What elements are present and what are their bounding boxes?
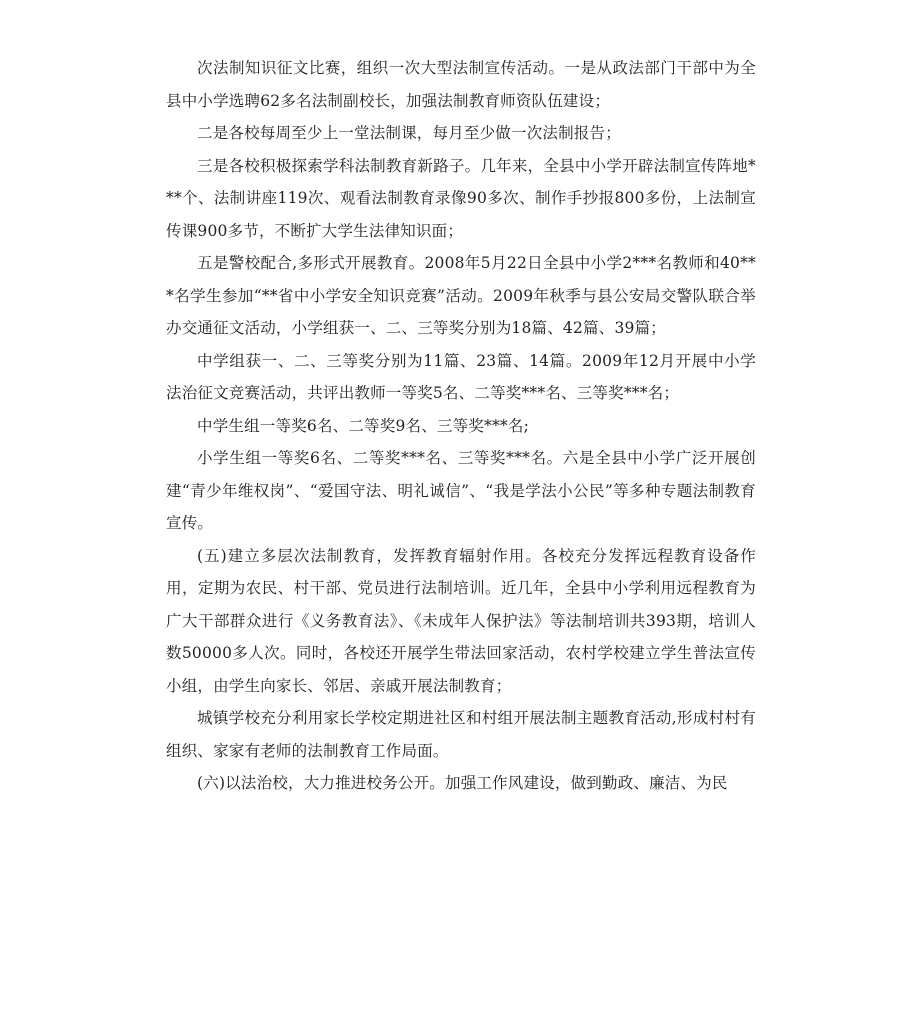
paragraph-4: 五是警校配合,多形式开展教育。2008年5月22日全县中小学2***名教师和40***名学生参加“**省中小学安全知识竞赛”活动。2009年秋季与县公安局交警队联合举办交通征文活动，小学组获一、二、三等奖分别为18篇、42篇、39篇； — [166, 254, 756, 337]
paragraph-2: 二是各校每周至少上一堂法制课，每月至少做一次法制报告； — [197, 124, 621, 142]
paragraph-10: (六)以法治校，大力推进校务公开。加强工作风建设，做到勤政、廉洁、为民 — [197, 774, 728, 792]
paragraph-3: 三是各校积极探索学科法制教育新路子。几年来，全县中小学开辟法制宣传阵地***个、法制讲座119次、观看法制教育录像90多次、制作手抄报800多份，上法制宣传课900多节，不断扩大学生法律知识面； — [166, 156, 756, 240]
paragraph-9: 城镇学校充分利用家长学校定期进社区和村组开展法制主题教育活动,形成村村有组织、家家有老师的法制教育工作局面。 — [166, 709, 756, 760]
paragraph-6: 中学生组一等奖6名、二等奖9名、三等奖***名; — [197, 416, 529, 435]
paragraph-1: 次法制知识征文比赛，组织一次大型法制宣传活动。一是从政法部门干部中为全县中小学选聘62多名法制副校长，加强法制教育师资队伍建设； — [166, 59, 756, 110]
paragraph-5: 中学组获一、二、三等奖分别为11篇、23篇、14篇。2009年12月开展中小学法治征文竞赛活动，共评出教师一等奖5名、二等奖***名、三等奖***名； — [166, 351, 756, 402]
paragraph-8: (五)建立多层次法制教育，发挥教育辐射作用。各校充分发挥远程教育设备作用，定期为农民、村干部、党员进行法制培训。近几年，全县中小学利用远程教育为广大干部群众进行《义务教育法》、《未成年人保护法》等法制培训共393期，培训人数50000多人次。同时，各校还开展学生带法回家活动，农村学校建立学生普法宣传小组，由学生向家长、邻居、亲戚开展法制教育； — [166, 546, 756, 695]
paragraph-7: 小学生组一等奖6名、二等奖***名、三等奖***名。六是全县中小学广泛开展创建“青少年维权岗”、“爱国守法、明礼诚信”、“我是学法小公民”等多种专题法制教育宣传。 — [166, 449, 756, 532]
document-body — [166, 52, 756, 800]
